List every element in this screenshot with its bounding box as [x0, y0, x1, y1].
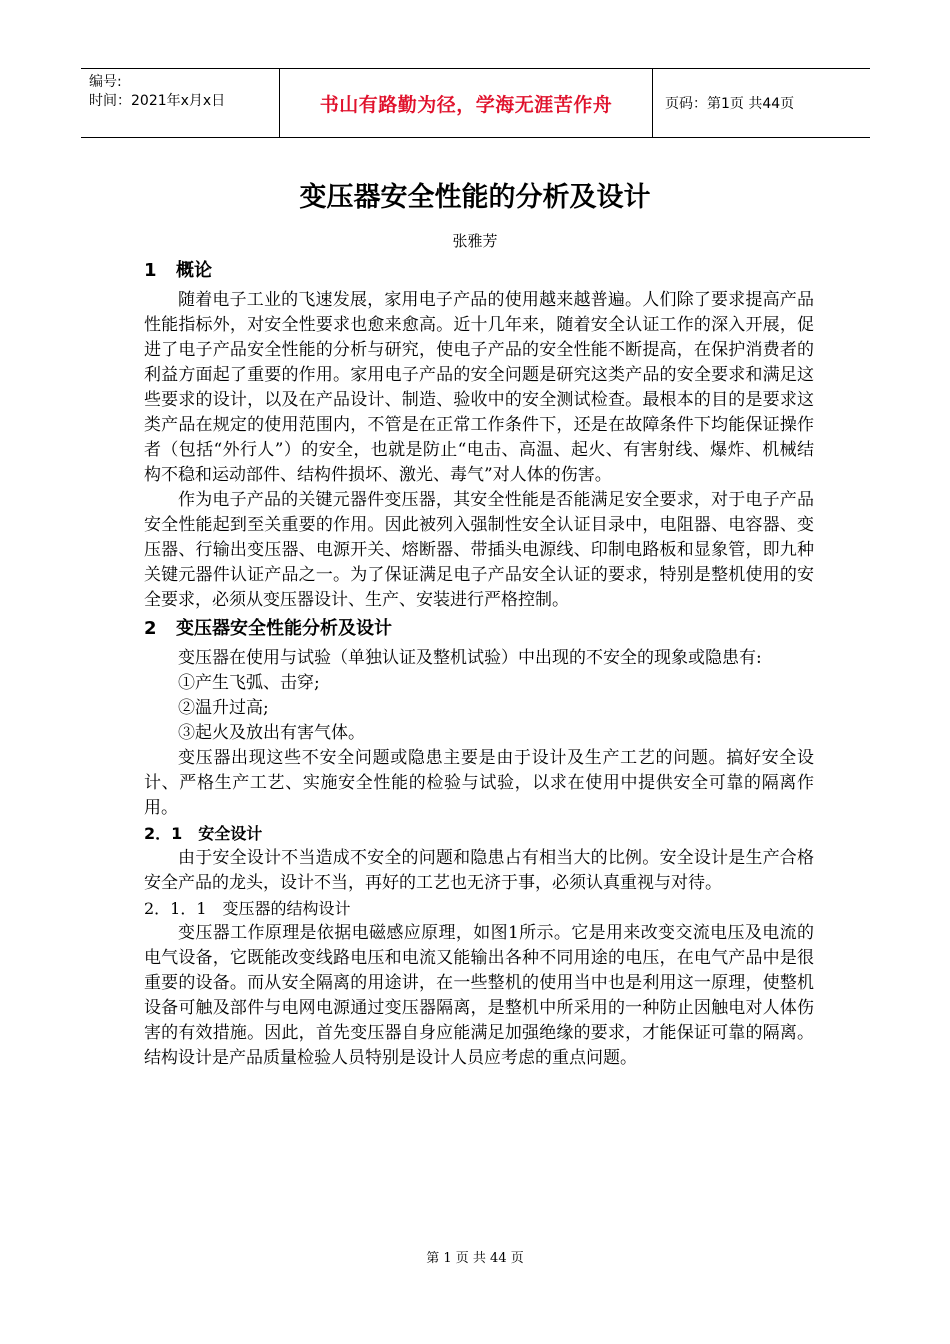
- section-2-title: 变压器安全性能分析及设计: [176, 618, 392, 639]
- section-2-1-heading: 2．1 安全设计: [144, 824, 263, 843]
- list-item: ②温升过高;: [178, 698, 269, 718]
- section-2-paragraph-2: 变压器出现这些不安全问题或隐患主要是由于设计及生产工艺的问题。搞好安全设计、严格生产工艺、实施安全性能的检验与试验，以求在使用中提供安全可靠的隔离作用。: [144, 748, 814, 818]
- section-2-paragraph-1: 变压器在使用与试验（单独认证及整机试验）中出现的不安全的现象或隐患有:: [178, 648, 762, 668]
- list-item: ③起火及放出有害气体。: [178, 723, 365, 743]
- section-2-1-1-heading: 2．1．1 变压器的结构设计: [144, 899, 351, 918]
- header-motto: 书山有路勤为径，学海无涯苦作舟: [280, 69, 653, 137]
- header-page-info: 页码：第1页 共44页: [665, 96, 795, 112]
- section-1-number: 1: [144, 260, 157, 281]
- section-1-paragraph-1: 随着电子工业的飞速发展，家用电子产品的使用越来越普遍。人们除了要求提高产品性能指标外，对安全性要求也愈来愈高。近十几年来，随着安全认证工作的深入开展，促进了电子产品安全性能的分析与研究，使电子产品的安全性能不断提高，在保护消费者的利益方面起了重要的作用。家用电子产品的安全问题是研究这类产品的安全要求和满足这些要求的设计，以及在产品设计、制造、验收中的安全测试检查。最根本的目的是要求这类产品在规定的使用范围内，不管是在正常工作条件下，还是在故障条件下均能保证操作者（包括“外行人”）的安全，也就是防止“电击、高温、起火、有害射线、爆炸、机械结构不稳和运动部件、结构件损坏、激光、毒气”对人体的伤害。: [144, 290, 814, 485]
- section-2-heading: [144, 616, 814, 642]
- section-1-heading: [144, 258, 814, 284]
- list-item: ①产生飞弧、击穿;: [178, 673, 320, 693]
- header-meta: [81, 69, 280, 137]
- header-time-label: 时间：2021年x月x日: [89, 93, 226, 109]
- section-1-paragraph-2: 作为电子产品的关键元器件变压器，其安全性能是否能满足安全要求，对于电子产品安全性能起到至关重要的作用。因此被列入强制性安全认证目录中，电阻器、电容器、变压器、行输出变压器、电源开关、熔断器、带插头电源线、印制电路板和显象管，即九种关键元器件认证产品之一。为了保证满足电子产品安全认证的要求，特别是整机使用的安全要求，必须从变压器设计、生产、安装进行严格控制。: [144, 490, 814, 610]
- header-number-label: 编号:: [89, 74, 122, 90]
- section-2-1-1-paragraph: 变压器工作原理是依据电磁感应原理，如图1所示。它是用来改变交流电压及电流的电气设备，它既能改变线路电压和电流又能输出各种不同用途的电压，在电气产品中是很重要的设备。而从安全隔离的用途讲，在一些整机的使用当中也是利用这一原理，使整机设备可触及部件与电网电源通过变压器隔离，是整机中所采用的一种防止因触电对人体伤害的有效措施。因此，首先变压器自身应能满足加强绝缘的要求，才能保证可靠的隔离。结构设计是产品质量检验人员特别是设计人员应考虑的重点问题。: [144, 923, 814, 1068]
- document-body: [144, 258, 814, 1071]
- document-title: 变压器安全性能的分析及设计: [299, 182, 651, 213]
- document-author: 张雅芳: [452, 232, 498, 250]
- section-2-number: 2: [144, 618, 157, 639]
- section-2-1-paragraph: 由于安全设计不当造成不安全的问题和隐患占有相当大的比例。安全设计是生产合格安全产品的龙头，设计不当，再好的工艺也无济于事，必须认真重视与对待。: [144, 848, 814, 893]
- page-footer: 第 1 页 共 44 页: [426, 1251, 524, 1266]
- section-1-title: 概论: [176, 260, 212, 281]
- page-header: [81, 68, 870, 138]
